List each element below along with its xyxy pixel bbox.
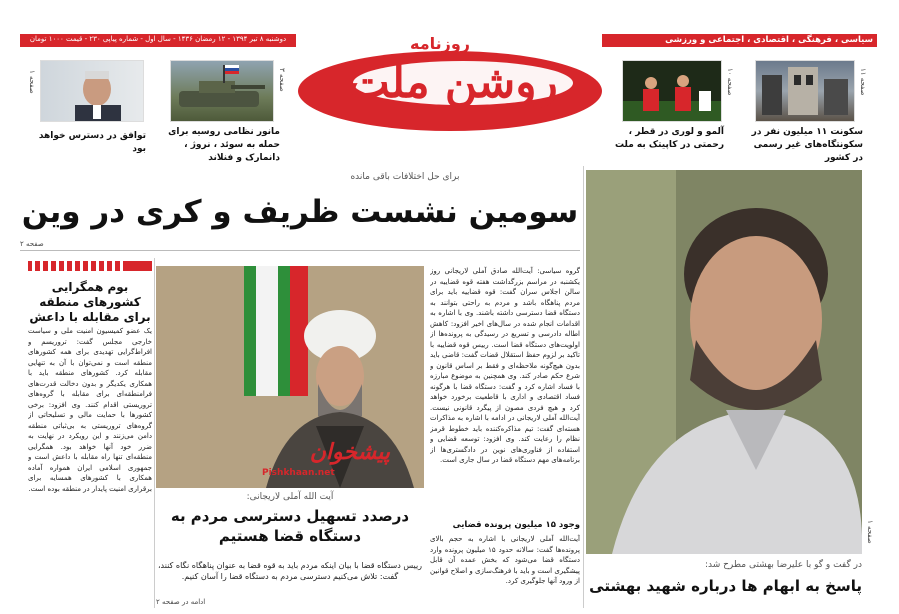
center-story-caption: آیت الله آملی لاریجانی:	[246, 492, 334, 502]
center-story-body: رییس دستگاه قضا با بیان اینکه مردم باید به قوه قضا به عنوان پناهگاه نگاه کنند، گفت: تلاش می‌کنیم دسترسی مردم به دستگاه قضا را آسان کنیم.	[157, 561, 423, 581]
lead-headline[interactable]: سومین نشست ظریف و کری در وین	[21, 194, 579, 230]
teaser-4-caption: توافق در دسترس خواهد بود	[38, 131, 146, 154]
lead-kicker: برای حل اختلافات باقی مانده	[350, 172, 460, 182]
teaser-4-photo	[40, 60, 144, 122]
right-story-page: صفحه ۱	[866, 520, 874, 544]
middle-column-body-2: آیت‌الله آملی لاریجانی با اشاره به حجم بالای پرونده‌ها گفت: سالانه حدود ۱۵ میلیون پرونده وارد دستگاه قضا می‌شود که بخش عمده آن قابل پیشگیری است و باید با فرهنگ‌سازی و اصلاح قوانین از ورود آنها جلوگیری کرد.	[430, 535, 580, 585]
teaser-2-photo	[622, 60, 722, 122]
teaser-1-page: صفحه ۱۱	[859, 68, 867, 96]
logo-subtitle: روزنامه	[410, 34, 470, 53]
column-divider-right	[583, 166, 584, 608]
right-story-photo	[586, 170, 862, 554]
teaser-3-photo	[170, 60, 274, 122]
right-story-headline[interactable]: پاسخ به ابهام ها درباره شهید بهشتی	[589, 577, 862, 595]
left-column-body: یک عضو کمیسیون امنیت ملی و سیاست خارجی مجلس گفت: تروریسم و افراط‌گرایی تهدیدی برای همه کشورهای منطقه است و نمی‌توان با آن به تنهایی مقابله کرد. کشورهای منطقه باید با همکاری یکدیگر و بدون دخالت قدرت‌های فرامنطقه‌ای برای مقابله با گروه‌های تروریستی اقدام کنند. وی افزود: برخی کشورها با حمایت مالی و تسلیحاتی از گروه‌های تروریستی به بی‌ثباتی منطقه دامن می‌زنند و این رویکرد در نهایت به ضرر خود آنها خواهد بود. همگرایی منطقه‌ای تنها راه مقابله با داعش است و جمهوری اسلامی ایران همواره آماده همکاری با کشورهای همسایه برای برقراری امنیت پایدار در منطقه بوده است.	[28, 327, 152, 493]
teaser-4-page: صفحه ۱	[28, 70, 36, 94]
center-story-headline[interactable]: درصدد تسهیل دسترسی مردم به دستگاه قضا هستیم	[170, 507, 410, 545]
left-column-title[interactable]: بوم همگرایی کشورهای منطقه برای مقابله با داعش	[29, 280, 151, 324]
lead-rule	[20, 250, 580, 251]
teaser-3-page: صفحه ۳	[278, 68, 286, 92]
teaser-2-caption: آلمو و لوری در قطر ، رحمتی در کاپیتک به ملت	[615, 127, 724, 150]
teaser-1-photo	[755, 60, 855, 122]
teaser-2[interactable]	[614, 56, 740, 156]
center-story-continued[interactable]: ادامه در صفحه ۲	[156, 598, 206, 606]
masthead-logo	[285, 28, 615, 134]
lead-page: صفحه ۲	[20, 240, 44, 248]
tagline-bar: سیاسی ، فرهنگی ، اقتصادی ، اجتماعی و ورزشی	[602, 34, 877, 47]
teaser-3[interactable]	[162, 56, 288, 163]
right-story-caption: در گفت و گو با علیرضا بهشتی مطرح شد:	[704, 560, 862, 570]
watermark-url: Pishkhaan.net	[262, 468, 335, 478]
logo-text: روشن ملت	[348, 57, 558, 108]
teaser-1[interactable]	[745, 56, 871, 163]
left-column-header-bars	[28, 258, 152, 272]
date-bar: دوشنبه ۸ تیر ۱۳۹۴ - ۱۲ رمضان ۱۴۳۶ - سال اول - شماره پیاپی ۲۳۰ - قیمت ۱۰۰۰ تومان	[20, 34, 296, 47]
teaser-2-page: صفحه ۱۰	[726, 68, 734, 96]
watermark-logo: پیشخوان	[309, 440, 390, 465]
middle-column-body: گروه سیاسی: آیت‌الله صادق آملی لاریجانی روز یکشنبه در مراسم بزرگداشت هفته قوه قضاییه در سالن اجلاس سران گفت: قوه قضاییه باید برای مردم پناهگاه باشد و مردم به راحتی بتوانند به دستگاه قضا دسترسی داشته باشند. وی با اشاره به اقدامات انجام شده در سال‌های اخیر افزود: کاهش اطاله دادرسی و تسریع در رسیدگی به پرونده‌ها از اولویت‌های دستگاه قضا است. رییس قوه قضاییه با تاکید بر لزوم حفظ استقلال قضات گفت: قاضی باید بدون هیچ‌گونه ملاحظه‌ای و فقط بر اساس قانون و شرع حکم صادر کند. وی همچنین به موضوع مبارزه با فساد اشاره کرد و گفت: دستگاه قضا با هرگونه فساد اقتصادی و اداری با قاطعیت برخورد خواهد کرد و هیچ فردی مصون از پیگرد قانونی نیست. آیت‌الله آملی لاریجانی در ادامه با اشاره به مذاکرات هسته‌ای گفت: تیم مذاکره‌کننده باید خطوط قرمز نظام را رعایت کند. وی افزود: توسعه قضایی و استفاده از فناوری‌های نوین در دادگستری‌ها از برنامه‌های مهم دستگاه قضا در سال جاری است.	[430, 267, 580, 464]
teaser-1-caption: سکونت ۱۱ میلیون نفر در سکونتگاه‌های غیر رسمی در کشور	[751, 127, 863, 163]
column-divider-left	[154, 258, 155, 608]
teaser-3-caption: مانور نظامی روسیه برای حمله به سوئد ، نروژ ، دانمارک و فنلاند	[168, 127, 280, 163]
teaser-4[interactable]	[28, 56, 156, 156]
middle-column-subhead: وجود ۱۵ میلیون پرونده قضایی	[452, 520, 580, 530]
